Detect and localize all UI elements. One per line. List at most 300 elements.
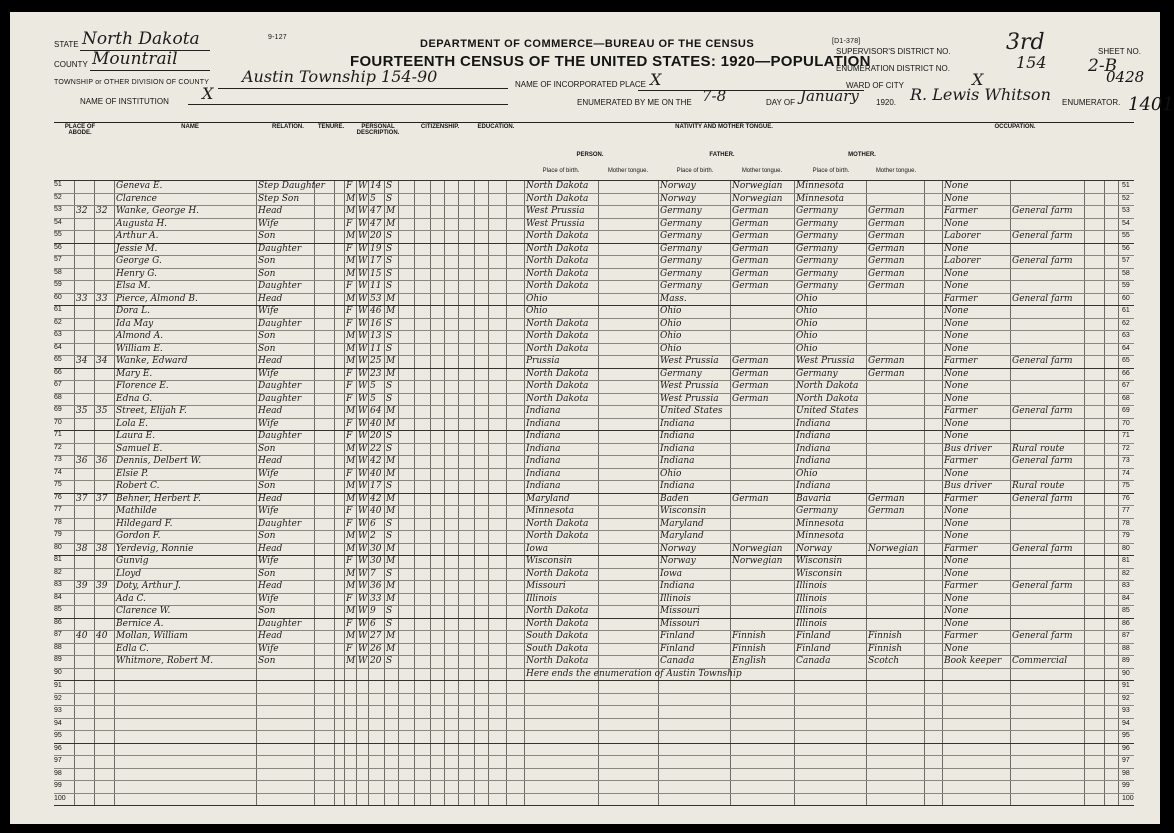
census-cell-name: Whitmore, Robert M. [116,656,213,666]
census-cell-occ: None [944,518,969,529]
census-cell-pob: Ohio [526,306,548,316]
census-cell-rel: Son [258,568,276,579]
colgroup-tenure: TENURE. [317,124,345,130]
census-cell-race: W [358,181,368,191]
line-number-right: 79 [1122,532,1130,539]
census-cell-name: Robert C. [116,481,160,491]
census-cell-rel: Head [258,206,283,216]
census-cell-pob: North Dakota [526,181,589,191]
census-cell-race: W [358,631,368,641]
census-cell-line: 70 [54,418,62,426]
census-cell-race: W [358,343,368,354]
census-cell-rel: Wife [258,306,279,316]
census-cell-line: 62 [54,318,62,326]
sub-father-pob: Place of birth. [676,168,714,174]
census-cell-ms: S [386,431,393,441]
census-cell-race: W [358,381,368,391]
census-cell-ftongue: Norwegian [732,193,783,204]
line-number-right: 83 [1122,582,1130,589]
census-cell-ms: M [386,643,396,654]
census-cell-name: Henry G. [116,268,157,279]
census-cell-pob: North Dakota [526,568,589,579]
census-cell-fpob: Indiana [660,443,695,454]
census-cell-ms: S [386,443,393,454]
census-cell-pob: Here ends the enumeration of Austin Township [526,668,742,679]
census-cell-rel: Wife [258,218,279,229]
line-number-right: 69 [1122,407,1130,414]
census-cell-ms: S [386,268,393,279]
sheet-no-label: SHEET NO. [1098,47,1141,56]
census-cell-name: Edna G. [116,393,153,404]
census-cell-race: W [358,218,368,229]
census-cell-ms: M [386,406,396,416]
census-cell-race: W [358,606,368,616]
census-cell-line: 89 [54,656,62,663]
line-number-right: 77 [1122,507,1130,514]
enumerator-name: R. Lewis Whitson [910,85,1051,104]
enumeration-days: 7-8 [702,87,727,105]
line-number: 93 [1122,707,1130,714]
census-cell-occ: Farmer [944,406,978,416]
census-cell-rel: Step Son [258,193,300,204]
census-cell-occ: Farmer [944,581,978,591]
census-cell-mpob: Finland [796,631,831,641]
census-cell-rel: Son [258,656,276,666]
line-number-right: 72 [1122,444,1130,452]
census-cell-line: 71 [54,431,62,438]
line-number-right: 81 [1122,557,1130,564]
census-cell-ms: M [386,218,396,229]
census-cell-mpob: North Dakota [796,381,859,391]
census-cell-rel: Son [258,481,276,491]
census-cell-fpob: Indiana [660,481,695,491]
census-cell-race: W [358,293,368,304]
census-cell-mpob: Ohio [796,468,818,479]
census-cell-rel: Head [258,543,283,554]
census-cell-ind: General farm [1012,356,1073,366]
census-cell-line: 61 [54,306,62,313]
census-cell-rel: Head [258,493,283,504]
sub-mother: MOTHER. [848,152,876,158]
census-cell-race: W [358,331,368,341]
census-cell-rel: Daughter [258,518,302,529]
census-cell-sex: M [346,193,356,204]
census-cell-sex: M [346,331,356,341]
census-cell-occ: Laborer [944,231,981,241]
census-cell-mpob: Illinois [796,606,827,616]
census-grid [54,180,1134,810]
census-cell-age: 17 [370,481,382,491]
census-cell-name: Pierce, Almond B. [116,293,198,304]
census-cell-age: 13 [370,331,382,341]
census-cell-fam: 35 [96,406,108,416]
census-cell-pob: North Dakota [526,381,589,391]
census-cell-age: 17 [370,256,382,266]
census-cell-rel: Son [258,443,276,454]
census-cell-race: W [358,543,368,554]
line-number-right: 56 [1122,244,1130,252]
census-cell-ms: M [386,368,396,379]
census-cell-fpob: West Prussia [660,381,719,391]
census-cell-race: W [358,531,368,541]
census-cell-mpob: Ohio [796,318,818,329]
census-cell-name: Geneva E. [116,181,163,191]
census-cell-mpob: Norway [796,543,832,554]
sub-person-tongue: Mother tongue. [607,168,649,174]
census-cell-occ: None [944,181,969,191]
census-cell-fpob: Germany [660,281,702,291]
colgroup-citizenship: CITIZENSHIP. [420,124,460,130]
census-cell-ms: S [386,256,393,266]
census-cell-mtongue: German [868,368,905,379]
census-cell-race: W [358,231,368,241]
census-cell-line: 56 [54,243,62,251]
census-cell-age: 5 [370,393,376,404]
census-cell-race: W [358,593,368,604]
grid-row-rule [54,780,1134,781]
census-cell-name: Edla C. [116,643,149,654]
census-cell-sex: F [346,556,353,566]
census-cell-mpob: Germany [796,243,838,254]
census-cell-ftongue: German [732,493,769,504]
census-cell-fam: 37 [96,493,108,504]
census-cell-race: W [358,443,368,454]
census-cell-ind: Commercial [1012,656,1068,666]
census-cell-ms: M [386,581,396,591]
census-cell-race: W [358,356,368,366]
census-cell-line: 81 [54,556,62,563]
census-cell-dw: 36 [76,456,88,466]
census-cell-pob: North Dakota [526,268,589,279]
census-cell-occ: None [944,506,969,516]
census-cell-mpob: Minnesota [796,181,845,191]
census-cell-fpob: Ohio [660,343,682,354]
ward-label: WARD OF CITY [846,81,904,90]
census-cell-name: Almond A. [116,331,164,341]
census-cell-race: W [358,618,368,629]
census-cell-name: George G. [116,256,162,266]
census-cell-ms: M [386,468,396,479]
line-number-right: 55 [1122,232,1130,239]
census-cell-ms: S [386,568,393,579]
census-cell-pob: South Dakota [526,631,589,641]
colgroup-nativity: NATIVITY AND MOTHER TONGUE. [675,124,773,130]
census-cell-race: W [358,368,368,379]
census-cell-rel: Son [258,268,276,279]
form-code: [D1-378] [832,38,861,45]
line-number-right: 73 [1122,457,1130,464]
census-cell-mtongue: Finnish [868,631,903,641]
census-cell-ftongue: German [732,356,769,366]
census-cell-fpob: Missouri [660,618,700,629]
line-number-right: 86 [1122,619,1130,627]
census-cell-sex: F [346,593,353,604]
census-cell-sex: M [346,406,356,416]
census-cell-occ: Farmer [944,493,978,504]
census-cell-ind: General farm [1012,293,1073,304]
colgroup-personal: PERSONAL DESCRIPTION. [356,124,400,136]
census-cell-ftongue: German [732,393,769,404]
census-cell-sex: F [346,281,353,291]
census-cell-ms: M [386,593,396,604]
census-cell-age: 47 [370,218,382,229]
census-cell-pob: Indiana [526,468,561,479]
census-cell-mtongue: German [868,256,905,266]
census-cell-ind: General farm [1012,456,1073,466]
grid-row-rule [54,768,1134,769]
grid-row-rule [54,793,1134,794]
census-cell-ms: S [386,343,393,354]
census-cell-line: 82 [54,568,62,576]
census-cell-fam: 38 [96,543,108,554]
census-cell-sex: M [346,481,356,491]
census-cell-mpob: Illinois [796,581,827,591]
census-cell-line: 55 [54,231,62,238]
census-cell-dw: 34 [76,356,88,366]
line-number-right: 88 [1122,644,1130,652]
census-cell-race: W [358,468,368,479]
census-cell-ms: S [386,243,393,254]
census-cell-race: W [358,656,368,666]
line-number-right: 53 [1122,207,1130,214]
enumeration-month: January [800,87,859,105]
census-cell-fpob: United States [660,406,723,416]
census-cell-race: W [358,456,368,466]
sub-mother-pob: Place of birth. [812,168,850,174]
census-cell-mpob: Ohio [796,331,818,341]
census-cell-sex: F [346,368,353,379]
census-cell-mpob: Germany [796,281,838,291]
township-label: TOWNSHIP or OTHER DIVISION OF COUNTY [54,79,210,86]
census-cell-mtongue: German [868,281,905,291]
department-heading: DEPARTMENT OF COMMERCE—BUREAU OF THE CENSUS [420,38,755,50]
census-cell-fpob: Norway [660,193,696,204]
census-cell-sex: F [346,418,353,429]
line-number-right: 67 [1122,382,1130,389]
census-cell-fpob: West Prussia [660,393,719,404]
census-cell-age: 9 [370,606,376,616]
census-cell-dw: 37 [76,493,88,504]
ward-value: X [972,70,984,89]
census-cell-race: W [358,556,368,566]
line-number-right: 71 [1122,432,1130,439]
census-cell-race: W [358,406,368,416]
census-cell-rel: Daughter [258,243,302,254]
census-cell-pob: Maryland [526,493,570,504]
census-cell-fpob: Germany [660,368,702,379]
census-cell-rel: Son [258,531,276,541]
line-number-right: 87 [1122,632,1130,639]
census-cell-pob: Iowa [526,543,549,554]
census-cell-ms: M [386,418,396,429]
line-number-right: 51 [1122,182,1130,189]
census-sheet [10,12,1174,824]
census-cell-ms: M [386,556,396,566]
census-cell-age: 5 [370,193,376,204]
line-number: 91 [54,682,62,689]
census-cell-ms: M [386,456,396,466]
census-cell-mtongue: German [868,356,905,366]
census-cell-age: 46 [370,306,382,316]
census-cell-race: W [358,418,368,429]
census-cell-occ: None [944,418,969,429]
census-cell-race: W [358,493,368,504]
census-cell-ind: General farm [1012,543,1073,554]
grid-row-rule [54,730,1134,731]
line-number: 93 [54,707,62,714]
line-number-right: 52 [1122,194,1130,202]
line-number-right: 75 [1122,482,1130,489]
census-cell-line: 83 [54,581,62,588]
census-cell-rel: Son [258,606,276,616]
census-cell-mpob: Indiana [796,431,831,441]
census-cell-mpob: Minnesota [796,531,845,541]
census-cell-fpob: Illinois [660,593,691,604]
census-cell-mpob: Indiana [796,481,831,491]
census-cell-fpob: Germany [660,256,702,266]
line-number-right: 70 [1122,419,1130,427]
census-cell-age: 7 [370,568,376,579]
census-cell-pob: Ohio [526,293,548,304]
census-cell-age: 36 [370,581,382,591]
census-cell-fpob: Maryland [660,518,704,529]
census-cell-race: W [358,393,368,404]
census-cell-line: 58 [54,268,62,276]
line-number: 99 [54,782,62,789]
line-number-right: 54 [1122,219,1130,227]
colgroup-relation: RELATION. [272,124,304,130]
incorporated-place-label: NAME OF INCORPORATED PLACE [515,80,646,89]
census-cell-ftongue: Norwegian [732,556,783,566]
census-cell-ind: General farm [1012,206,1073,216]
census-cell-pob: North Dakota [526,193,589,204]
line-number: 95 [1122,732,1130,739]
line-number-right: 84 [1122,594,1130,602]
census-cell-line: 68 [54,393,62,401]
census-cell-ftongue: Norwegian [732,543,783,554]
census-cell-fpob: Germany [660,206,702,216]
census-cell-ms: M [386,543,396,554]
census-cell-rel: Head [258,406,283,416]
census-cell-age: 11 [370,343,382,354]
census-cell-occ: None [944,193,969,204]
census-cell-age: 20 [370,431,382,441]
census-cell-mpob: Ohio [796,293,818,304]
census-cell-name: Wanke, Edward [116,356,188,366]
census-cell-ind: General farm [1012,256,1073,266]
census-cell-sex: M [346,656,356,666]
census-cell-dw: 35 [76,406,88,416]
census-cell-occ: None [944,368,969,379]
census-cell-age: 64 [370,406,382,416]
census-cell-mpob: Indiana [796,443,831,454]
census-cell-name: Mathilde [116,506,157,516]
census-cell-mpob: Ohio [796,343,818,354]
line-number-right: 61 [1122,307,1130,314]
census-cell-ind: Rural route [1012,443,1065,454]
census-cell-pob: North Dakota [526,256,589,266]
census-cell-mtongue: German [868,218,905,229]
census-cell-ftongue: German [732,218,769,229]
census-cell-ms: S [386,656,393,666]
census-cell-name: Doty, Arthur J. [116,581,181,591]
census-cell-sex: F [346,393,353,404]
census-cell-sex: F [346,518,353,529]
line-number-right: 85 [1122,607,1130,614]
line-number: 95 [54,732,62,739]
census-cell-name: Ida May [116,318,154,329]
census-cell-fpob: Germany [660,243,702,254]
census-cell-dw: 38 [76,543,88,554]
line-number-right: 64 [1122,344,1130,352]
census-cell-fpob: West Prussia [660,356,719,366]
census-cell-line: 90 [54,668,62,676]
census-cell-ms: S [386,531,393,541]
institution-value: X [202,84,214,103]
census-cell-line: 53 [54,206,62,213]
census-cell-age: 25 [370,356,382,366]
census-cell-dw: 33 [76,293,88,304]
line-number-right: 59 [1122,282,1130,289]
census-cell-fpob: Missouri [660,606,700,616]
line-number-right: 63 [1122,332,1130,339]
census-cell-line: 74 [54,468,62,476]
census-cell-line: 78 [54,518,62,526]
census-cell-rel: Son [258,343,276,354]
census-cell-name: Samuel E. [116,443,163,454]
census-cell-mtongue: Finnish [868,643,903,654]
census-cell-age: 30 [370,556,382,566]
census-cell-pob: North Dakota [526,318,589,329]
census-cell-name: Mollan, William [116,631,188,641]
line-number: 96 [1122,744,1130,752]
line-number-right: 90 [1122,669,1130,677]
census-cell-mpob: Illinois [796,618,827,629]
census-cell-fpob: Indiana [660,431,695,441]
census-cell-fpob: Canada [660,656,695,666]
census-cell-age: 33 [370,593,382,604]
line-number: 96 [54,744,62,752]
census-cell-race: W [358,506,368,516]
census-cell-sex: F [346,618,353,629]
census-cell-fam: 39 [96,581,108,591]
census-cell-ind: General farm [1012,581,1073,591]
census-cell-ms: S [386,393,393,404]
census-cell-mpob: Germany [796,268,838,279]
census-cell-name: Elsie P. [116,468,149,479]
line-number-right: 89 [1122,657,1130,664]
census-cell-rel: Head [258,581,283,591]
census-cell-fpob: Indiana [660,581,695,591]
census-cell-rel: Daughter [258,281,302,291]
census-cell-fpob: Ohio [660,306,682,316]
census-cell-pob: Indiana [526,431,561,441]
census-cell-ms: S [386,518,393,529]
line-number-right: 60 [1122,294,1130,302]
census-cell-rel: Wife [258,506,279,516]
census-cell-mtongue: German [868,268,905,279]
census-cell-pob: Minnesota [526,506,575,516]
census-cell-fpob: Norway [660,181,696,191]
census-cell-occ: None [944,268,969,279]
census-cell-age: 42 [370,456,382,466]
line-number-right: 78 [1122,519,1130,527]
census-cell-ms: M [386,293,396,304]
census-cell-rel: Son [258,256,276,266]
census-cell-fam: 40 [96,631,108,641]
census-cell-occ: Farmer [944,356,978,366]
census-cell-fpob: Finland [660,643,695,654]
